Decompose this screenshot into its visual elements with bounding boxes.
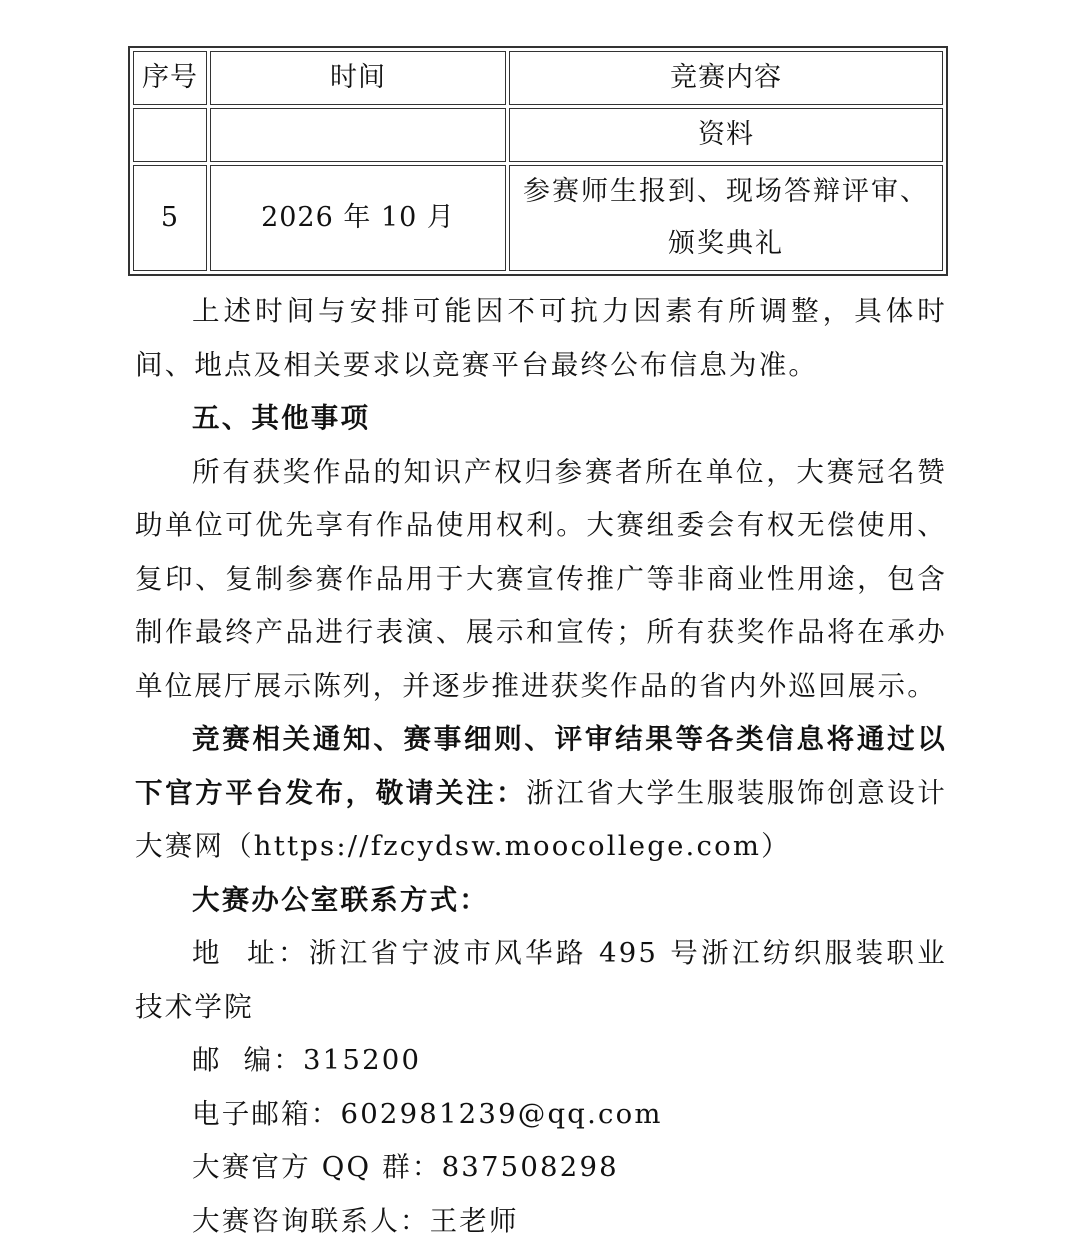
row-time — [210, 108, 506, 162]
row-seq — [133, 108, 207, 162]
contact-person: 大赛咨询联系人：王老师 — [135, 1195, 947, 1248]
header-time: 时间 — [210, 51, 506, 105]
table-header-row — [133, 51, 943, 105]
notice-website-text: 浙江省大学生服装服饰创意设计大赛网（https://fzcydsw.moocollege.com） — [135, 777, 947, 863]
document-body — [135, 285, 947, 1248]
section-heading: 五、其他事项 — [135, 392, 947, 446]
header-content: 竞赛内容 — [509, 51, 943, 105]
notice-paragraph — [135, 713, 947, 874]
row-content: 资料 — [509, 108, 943, 162]
row-time: 2026 年 10 月 — [210, 165, 506, 271]
contact-postcode: 邮 编：315200 — [135, 1034, 947, 1088]
contact-address: 地 址：浙江省宁波市风华路 495 号浙江纺织服装职业技术学院 — [135, 927, 947, 1034]
notice-bold-text: 竞赛相关通知、赛事细则、评审结果等各类信息将通过以下官方平台发布，敬请关注： — [135, 723, 947, 809]
row-content — [509, 165, 943, 271]
contact-email: 电子邮箱：602981239@qq.com — [135, 1088, 947, 1142]
row-seq: 5 — [133, 165, 207, 271]
contact-qq-group: 大赛官方 QQ 群：837508298 — [135, 1141, 947, 1195]
ip-rights-paragraph: 所有获奖作品的知识产权归参赛者所在单位，大赛冠名赞助单位可优先享有作品使用权利。大赛组委会有权无偿使用、复印、复制参赛作品用于大赛宣传推广等非商业性用途，包含制作最终产品进行表演、展示和宣传；所有获奖作品将在承办单位展厅展示陈列，并逐步推进获奖作品的省内外巡回展示。 — [135, 446, 947, 714]
table-row — [133, 165, 943, 271]
header-seq: 序号 — [133, 51, 207, 105]
table-row — [133, 108, 943, 162]
row-content-text: 参赛师生报到、现场答辩评审、颁奖典礼 — [510, 166, 942, 270]
schedule-table — [128, 46, 948, 276]
schedule-note: 上述时间与安排可能因不可抗力因素有所调整，具体时间、地点及相关要求以竞赛平台最终公布信息为准。 — [135, 285, 947, 392]
contact-heading: 大赛办公室联系方式： — [135, 874, 947, 928]
